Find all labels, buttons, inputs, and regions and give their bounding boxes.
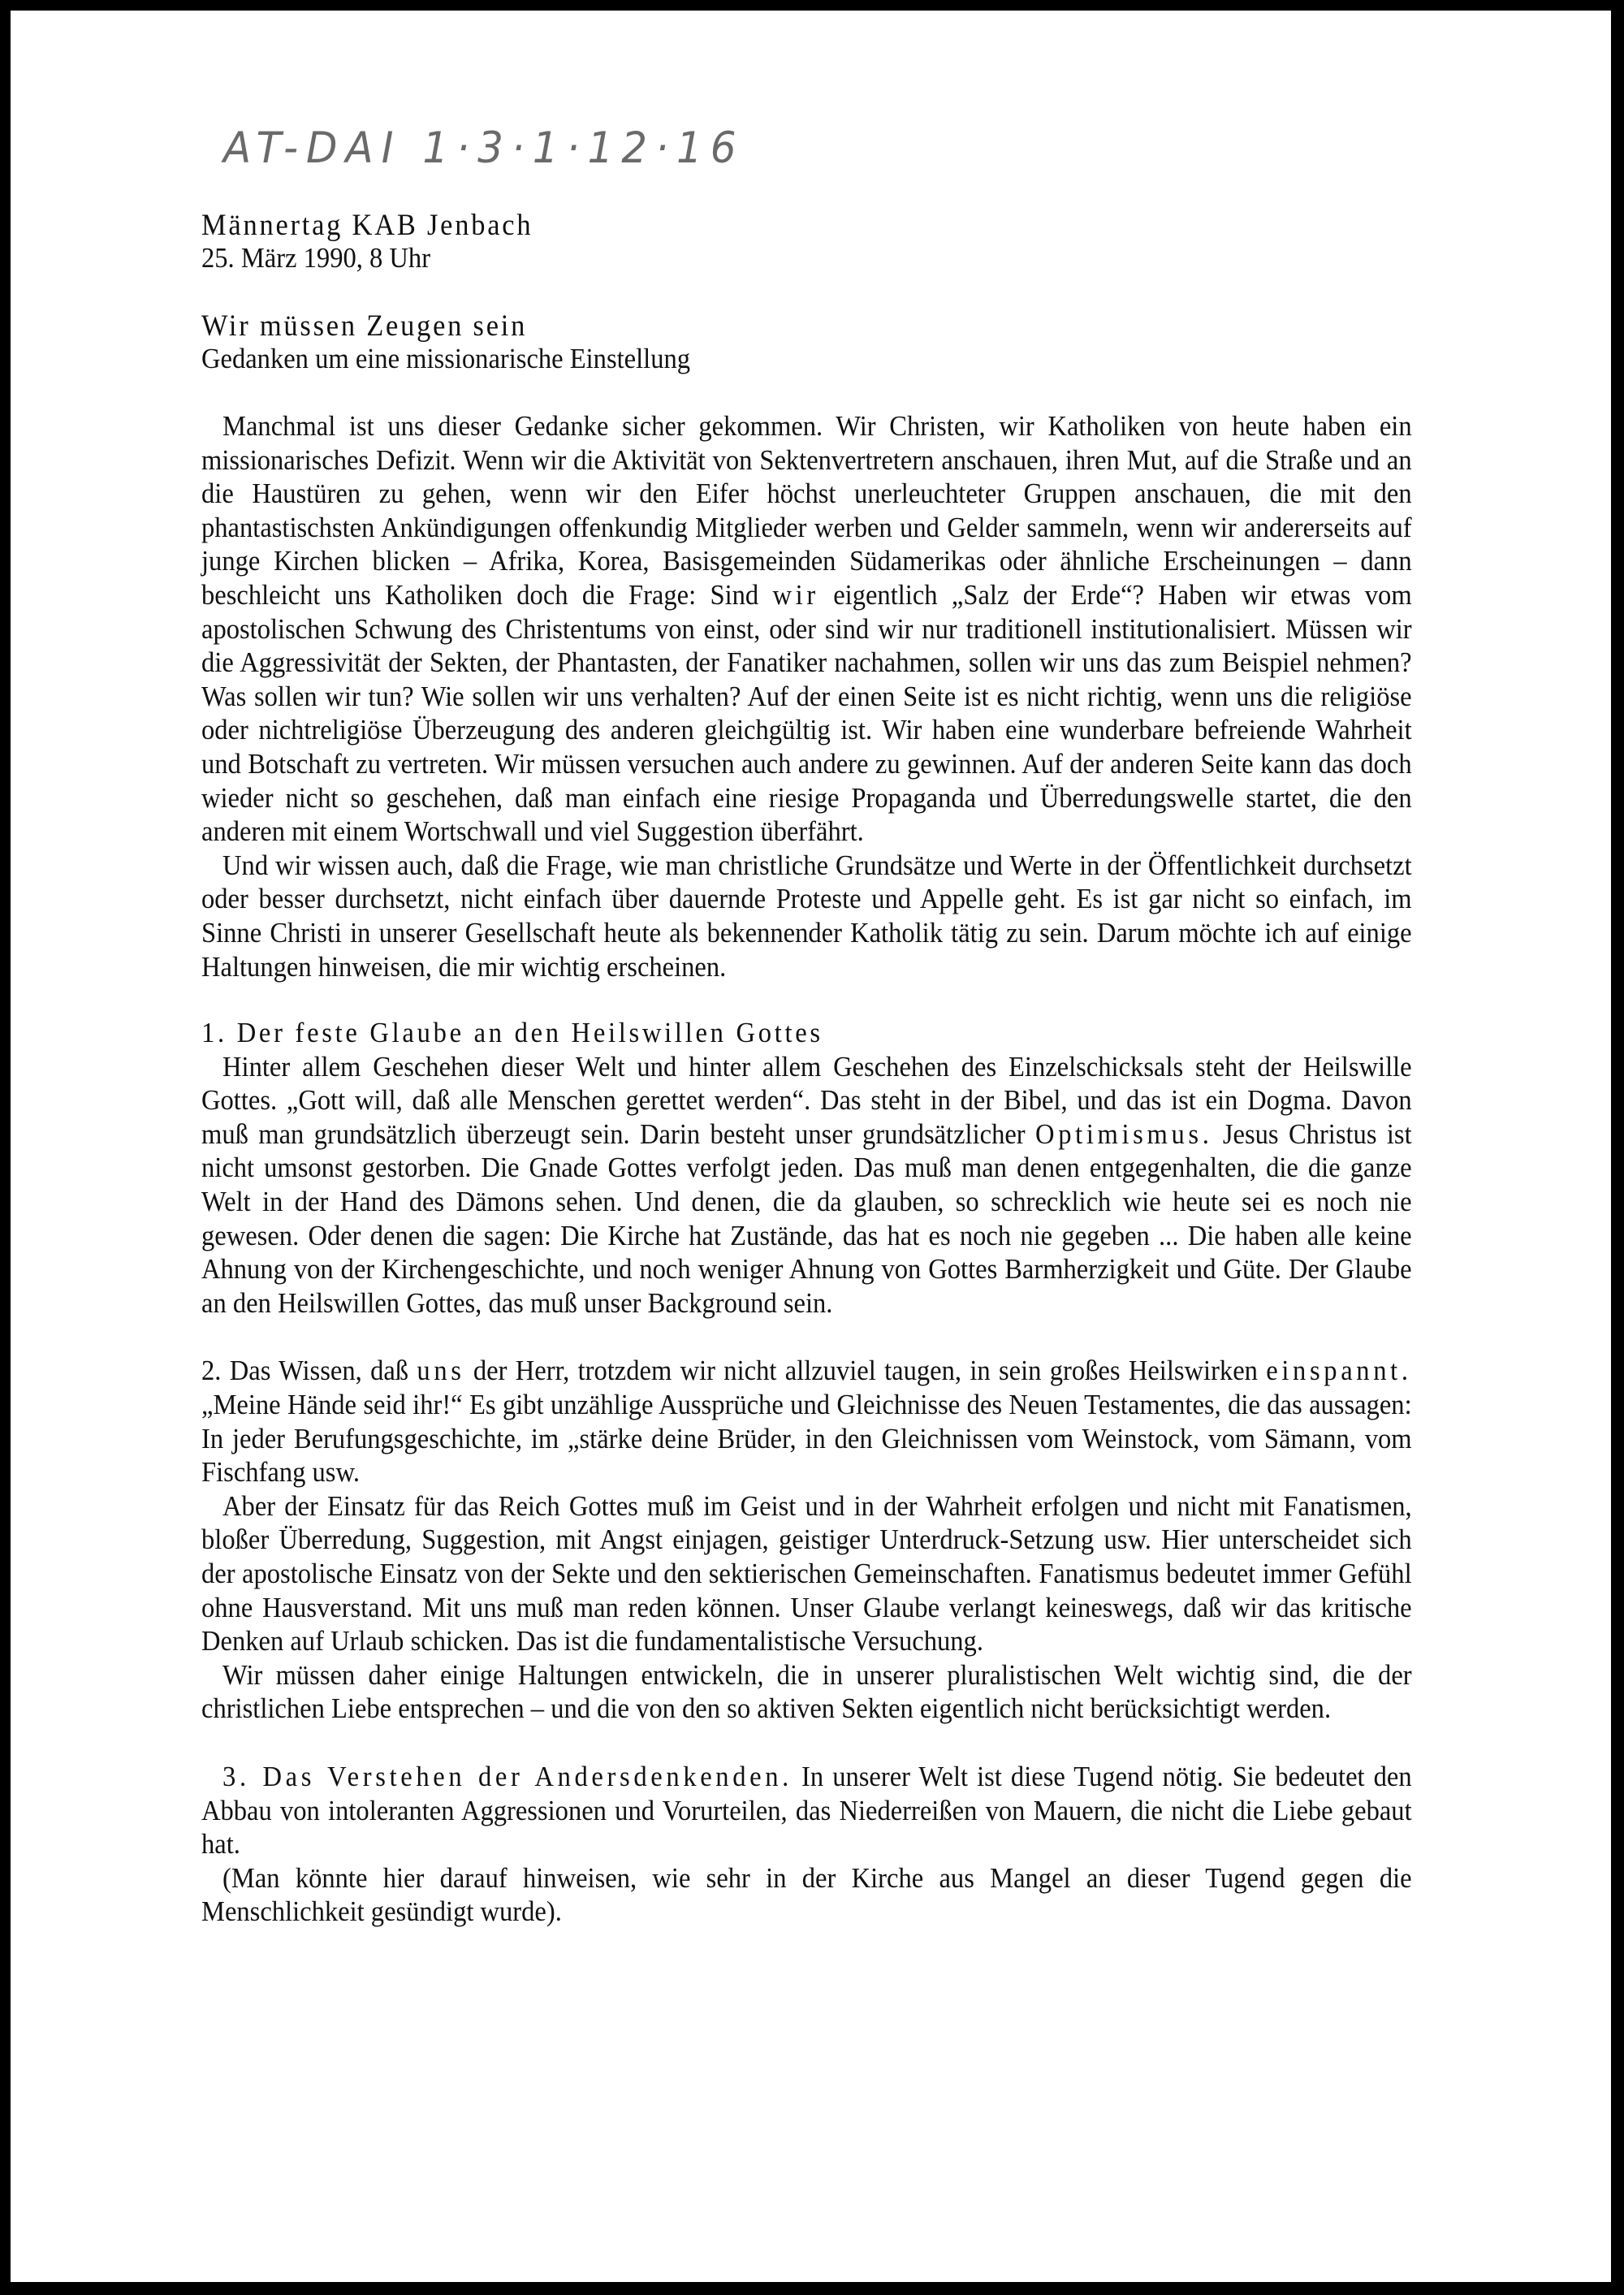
section-2-paragraph-3: Wir müssen daher einige Haltungen entwickeln, die in unserer pluralistischen Welt wichtig sind, die der christlichen Liebe entsprechen – und die von den so aktiven Sekten eigentlich nicht berücksichtigt werden. [201,1658,1412,1725]
text-run: Jesus Christus ist nicht umsonst gestorben. Die Gnade Gottes verfolgt jeden. Das muß man denen entgegenhalten, die die ganze Welt in der Hand des Dämons sehen. Und denen, die da glauben, so schrecklich wie heute sei es noch nie gewesen. Oder denen die sagen: Die Kirche hat Zustände, das hat es noch nie gegeben ... Die haben alle keine Ahnung von der Kirchengeschichte, und noch weniger Ahnung von Gottes Barmherzigkeit und Güte. Der Glaube an den Heilswillen Gottes, das muß unser Background sein. [201,1117,1412,1319]
intro-paragraph-2: Und wir wissen auch, daß die Frage, wie man christliche Grundsätze und Werte in der Öffentlichkeit durchsetzt oder besser durchsetzt, nicht einfach über dauernde Proteste und Appelle geht. Es ist gar nicht so einfach, im Sinne Christi in unserer Gesellschaft heute als bekennender Katholik tätig zu sein. Darum möchte ich auf einige Haltungen hinweisen, die mir wichtig erscheinen. [201,849,1412,983]
section-3-paragraph-1 [201,1760,1412,1861]
section-2 [201,1354,1412,1726]
emphasized-word: einspannt. [1266,1355,1412,1387]
text-run: Hinter allem Geschehen dieser Welt und hinter allem Geschehen des Einzelschicksals steht der Heilswille Gottes. „Gott will, daß alle Menschen gerettet werden“. Das steht in der Bibel, und das ist ein Dogma. Davon muß man grundsätzlich überzeugt sein. Darin besteht unser grundsätzlicher [201,1050,1412,1150]
emphasized-word: uns [417,1355,465,1387]
section-1-heading: 1. Der feste Glaube an den Heilswillen Gottes [201,1017,823,1049]
text-run: 2. Das Wissen, daß [201,1355,409,1387]
text-run: „Meine Hände seid ihr!“ Es gibt unzählige Aussprüche und Gleichnisse des Neuen Testamentes, die das aussagen: In jeder Berufungsgeschichte, im „stärke deine Brüder, in den Gleichnissen vom Weinstock, vom Sämann, vom Fischfang usw. [201,1389,1412,1489]
text-run: In unserer Welt ist diese Tugend nötig. Sie bedeutet den Abbau von intoleranten Aggressionen und Vorurteilen, das Niederreißen von Mauern, die nicht die Liebe gebaut hat. [201,1760,1412,1861]
section-2-lead-paragraph [201,1354,1412,1489]
event-title: Männertag KAB Jenbach [201,209,533,242]
text-run: Manchmal ist uns dieser Gedanke sicher gekommen. Wir Christen, wir Katholiken von heute haben ein missionarisches Defizit. Wenn wir die Aktivität von Sektenvertretern anschauen, ihren Mut, auf die Straße und an die Haustüren zu gehen, wenn wir den Eifer höchst unerleuchteter Gruppen anschauen, die mit den phantastischsten Ankündigungen offenkundig Mitglieder werben und Gelder sammeln, wenn wir andererseits auf junge Kirchen blicken – Afrika, Korea, Basisgemeinden Südamerikas oder ähnliche Erscheinungen – dann beschleicht uns Katholiken doch die Frage: Sind [201,410,1412,611]
text-run: der Herr, trotzdem wir nicht allzuviel taugen, in sein großes Heilswirken [473,1355,1258,1387]
event-date: 25. März 1990, 8 Uhr [201,242,431,274]
document-title: Wir müssen Zeugen sein [201,309,528,343]
document-body [201,210,1412,1929]
section-3-heading: 3. Das Verstehen der Andersdenkenden. [222,1760,793,1792]
title-block [201,310,1412,375]
emphasized-word: wir [772,578,819,611]
section-1-paragraph [201,1050,1412,1320]
section-1 [201,1016,1412,1320]
emphasized-word: Optimismus. [1035,1117,1213,1150]
section-3 [201,1760,1412,1929]
document-page [11,11,1611,2282]
intro-paragraph-1 [201,409,1412,849]
section-2-paragraph-2: Aber der Einsatz für das Reich Gottes muß im Geist und in der Wahrheit erfolgen und nicht mit Fanatismen, bloßer Überredung, Suggestion, mit Angst einjagen, geistiger Unterdruck-Setzung usw. Hier unterscheidet sich der apostolische Einsatz von der Sekte und den sektierischen Gemeinschaften. Fanatismus bedeutet immer Gefühl ohne Hausverstand. Mit uns muß man reden können. Unser Glaube verlangt keineswegs, daß wir das kritische Denken auf Urlaub schicken. Das ist die fundamentalistische Versuchung. [201,1489,1412,1658]
text-run: eigentlich „Salz der Erde“? Haben wir etwas vom apostolischen Schwung des Christentums von einst, oder sind wir nur traditionell institutionalisiert. Müssen wir die Aggressivität der Sekten, der Phantasten, der Fanatiker nachahmen, sollen wir uns das zum Beispiel nehmen? Was sollen wir tun? Wie sollen wir uns verhalten? Auf der einen Seite ist es nicht richtig, wenn uns die religiöse oder nichtreligiöse Überzeugung des anderen gleichgültig ist. Wir haben eine wunderbare befreiende Wahrheit und Botschaft zu vertreten. Wir müssen versuchen auch andere zu gewinnen. Auf der anderen Seite kann das doch wieder nicht so geschehen, daß man einfach eine riesige Propaganda und Überredungswelle startet, die den anderen mit einem Wortschwall und viel Suggestion überfährt. [201,578,1412,848]
document-subtitle: Gedanken um eine missionarische Einstellung [201,343,691,374]
document-text-wrapper [201,210,1412,1929]
intro-section [201,409,1412,983]
section-3-paragraph-2: (Man könnte hier darauf hinweisen, wie sehr in der Kirche aus Mangel an dieser Tugend gegen die Menschlichkeit gesündigt wurde). [201,1861,1412,1928]
archive-signature-note: AT-DAI 1·3·1·12·16 [223,123,745,173]
